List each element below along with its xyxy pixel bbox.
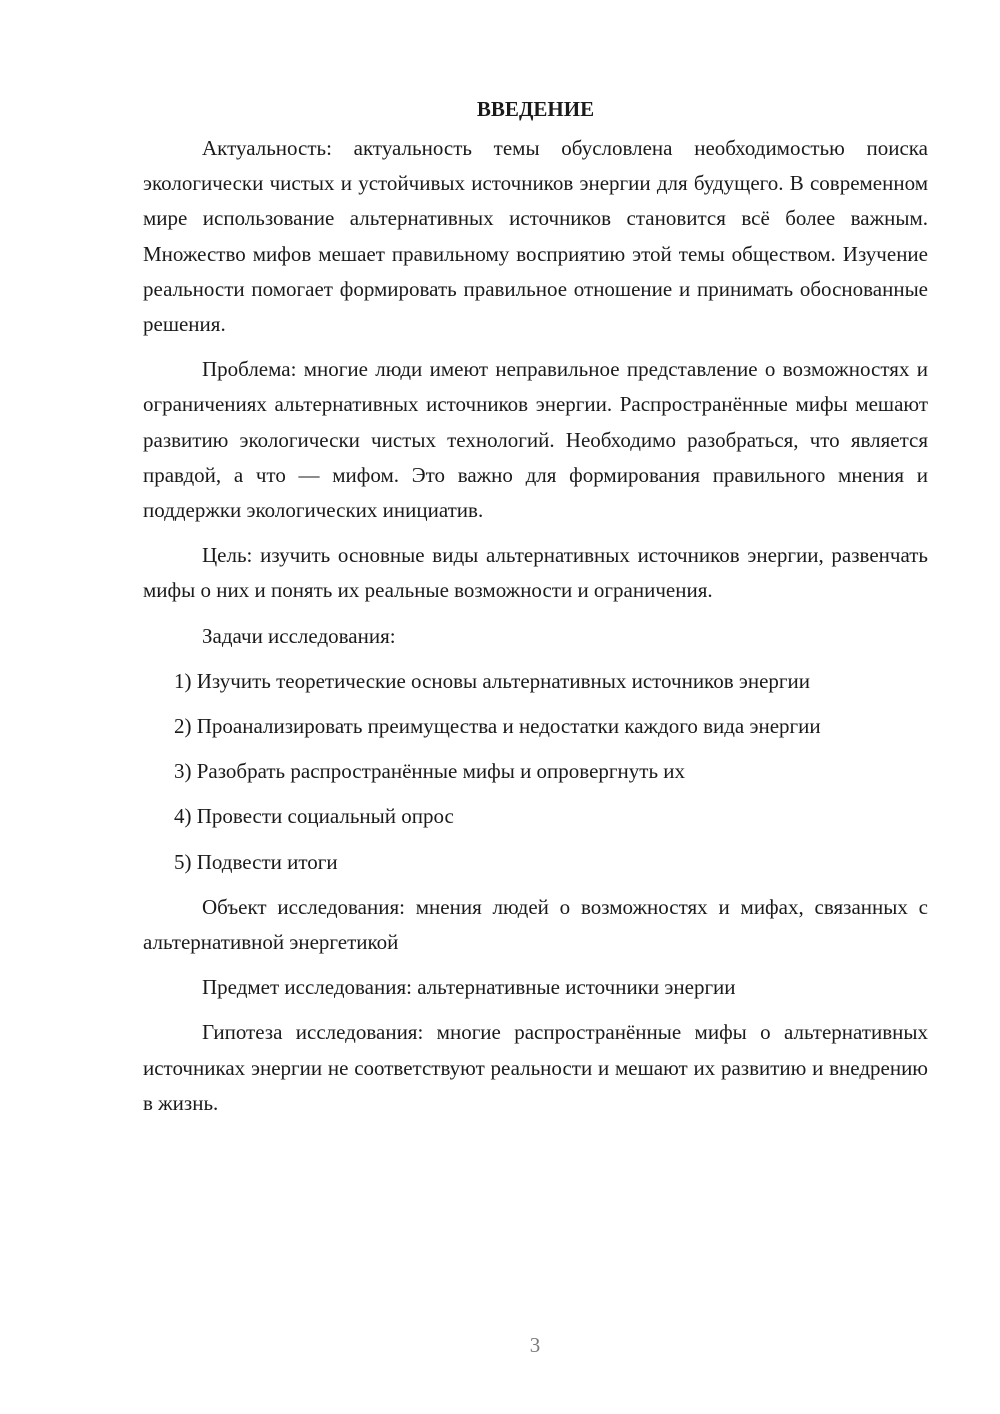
relevance-paragraph: Актуальность: актуальность темы обусловлена необходимостью поиска экологически чистых и устойчивых источников энергии для будущего. В современном мире использование альтернативных источников становится всё более важным. Множество мифов мешает правильному восприятию этой темы обществом. Изучение реальности помогает формировать правильное отношение и принимать обоснованные решения. <box>143 136 928 337</box>
subject-paragraph: Предмет исследования: альтернативные источники энергии <box>202 975 736 1000</box>
tasks-list <box>143 664 928 880</box>
object-paragraph: Объект исследования: мнения людей о возможностях и мифах, связанных с альтернативной энергетикой <box>143 894 928 955</box>
task-item: 5) Подвести итоги <box>174 849 338 874</box>
task-item: 3) Разобрать распространённые мифы и опровергнуть их <box>174 759 686 784</box>
task-item: 2) Проанализировать преимущества и недостатки каждого вида энергии <box>174 714 821 739</box>
page-number: 3 <box>529 1333 541 1357</box>
document-page <box>143 92 928 1131</box>
problem-paragraph: Проблема: многие люди имеют неправильное представление о возможностях и ограничениях альтернативных источников энергии. Распространённые мифы мешают развитию экологически чистых технологий. Необходимо разобраться, что является правдой, а что — мифом. Это важно для формирования правильного мнения и поддержки экологических инициатив. <box>143 357 928 523</box>
section-title: ВВЕДЕНИЕ <box>476 97 595 121</box>
tasks-heading: Задачи исследования: <box>202 623 396 648</box>
hypothesis-paragraph: Гипотеза исследования: многие распространённые мифы о альтернативных источниках энергии не соответствуют реальности и мешают их развитию и внедрению в жизнь. <box>143 1020 928 1115</box>
task-item: 4) Провести социальный опрос <box>174 804 454 829</box>
goal-paragraph: Цель: изучить основные виды альтернативных источников энергии, развенчать мифы о них и понять их реальные возможности и ограничения. <box>143 543 928 603</box>
task-item: 1) Изучить теоретические основы альтернативных источников энергии <box>174 668 811 693</box>
